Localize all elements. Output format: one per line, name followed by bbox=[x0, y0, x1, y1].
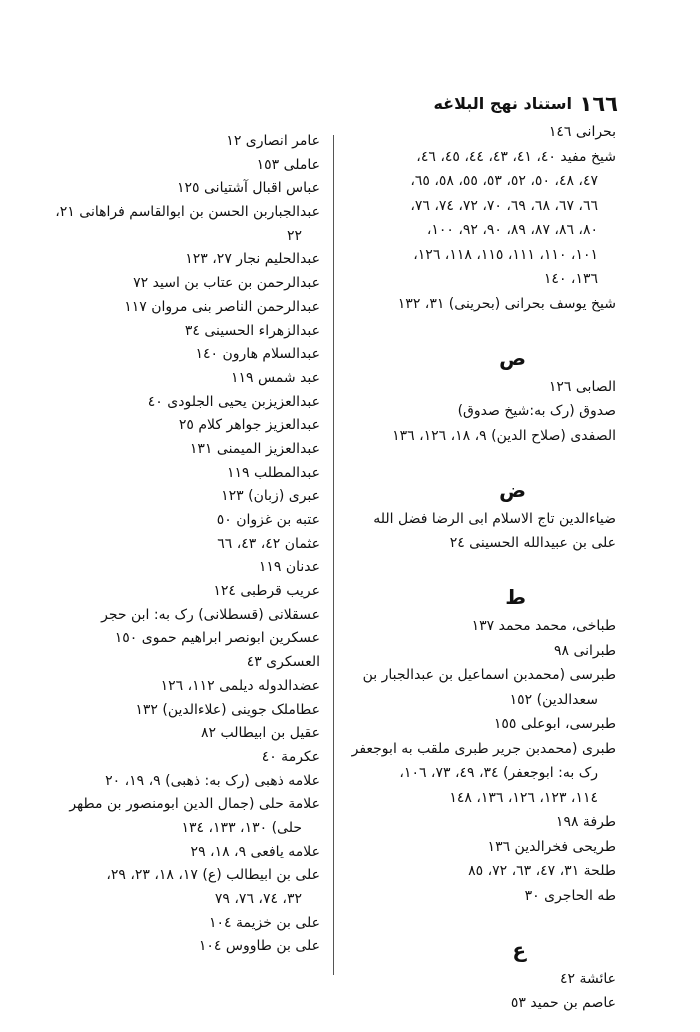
index-entry: طلحة ٣١، ٤٧، ٦٣، ٧٢، ٨٥ bbox=[468, 863, 616, 879]
right-column bbox=[351, 120, 616, 1016]
index-entry-continuation: ١١٤، ١٢٣، ١٢٦، ١٣٦، ١٤٨ bbox=[449, 789, 598, 806]
index-entry-continuation: علی بن عبیدالله الحسینی ٢٤ bbox=[449, 535, 616, 551]
index-entry-continuation: ١٣٦، ١٤٠ bbox=[543, 271, 598, 287]
index-entry: علامه یافعی ٩، ١٨، ٢٩ bbox=[190, 843, 320, 860]
index-entry: طبرانی ٩٨ bbox=[553, 642, 616, 659]
section-letter-ta: ط bbox=[505, 585, 526, 609]
index-entry: عبدالعزیز جواهر کلام ٢٥ bbox=[178, 417, 320, 434]
index-entry: عبدالمطلب ١١٩ bbox=[226, 464, 320, 481]
index-entry: صدوق (رک به:شیخ صدوق) bbox=[457, 403, 616, 419]
index-entry: عریب قرطبی ١٢٤ bbox=[213, 583, 320, 600]
index-entry: علی بن ابیطالب (ع) ١٧، ١٨، ٢٣، ٢٩، bbox=[106, 867, 320, 884]
index-entry: عسقلانی (قسطلانی) رک به: ابن حجر bbox=[101, 606, 320, 623]
index-entry: عتبه بن غزوان ٥٠ bbox=[216, 512, 320, 528]
index-entry: عباس اقبال آشتیانی ١٢٥ bbox=[177, 180, 320, 197]
index-entry-continuation: ٨٠، ٨٦، ٨٧، ٨٩، ٩٠، ٩٢، ١٠٠، bbox=[426, 222, 598, 238]
index-entry: عبدالرحمن بن عتاب بن اسید ٧٢ bbox=[133, 275, 320, 292]
page-number: ١٦٦ bbox=[579, 92, 618, 116]
index-entry: عاصم بن حمید ٥٣ bbox=[510, 995, 616, 1011]
index-entry: طبری (محمدبن جریر طبری ملقب به ابوجعفر bbox=[351, 740, 616, 757]
index-entry-continuation: ١٠١، ١١٠، ١١١، ١١٥، ١١٨، ١٢٦، bbox=[413, 246, 598, 263]
index-entry: عطاملک جوینی (علاءالدین) ١٣٢ bbox=[135, 701, 320, 718]
index-entry: عائشة ٤٢ bbox=[559, 970, 616, 987]
left-column bbox=[20, 130, 320, 959]
index-entry: بحرانی ١٤٦ bbox=[548, 124, 616, 140]
index-entry: عضدالدوله دیلمی ١١٢، ١٢٦ bbox=[160, 677, 320, 694]
index-entry: عقیل بن ابیطالب ٨٢ bbox=[201, 725, 320, 742]
section-letter-zad: ض bbox=[499, 477, 526, 502]
index-entry: عبدالزهراء الحسینی ٣٤ bbox=[184, 322, 320, 339]
index-entry: علامه ذهبی (رک به: ذهبی) ٩، ١٩، ٢٠ bbox=[105, 772, 320, 789]
index-entry: علامة حلی (جمال الدین ابومنصور بن مطهر bbox=[69, 796, 320, 813]
index-entry-continuation: حلی) ١٣٠، ١٣٣، ١٣٤ bbox=[181, 819, 302, 836]
running-title: استناد نهج البلاغه bbox=[433, 94, 572, 113]
index-entry-continuation: ٢٢ bbox=[286, 227, 302, 244]
index-entry: طبرسی (محمدبن اسماعیل بن عبدالجبار بن bbox=[362, 667, 616, 683]
index-entry: عدنان ١١٩ bbox=[258, 559, 320, 576]
index-entry: عسکرین ابونصر ابراهیم حموی ١٥٠ bbox=[114, 630, 320, 647]
index-entry: عبری (زبان) ١٢٣ bbox=[221, 488, 320, 505]
index-entry: الصابی ١٢٦ bbox=[548, 378, 616, 395]
index-entry: علی بن طاووس ١٠٤ bbox=[198, 938, 320, 955]
index-entry: عامر انصاری ١٢ bbox=[226, 133, 320, 149]
index-entry-continuation: ٦٦، ٦٧، ٦٨، ٦٩، ٧٠، ٧٢، ٧٤، ٧٦، bbox=[410, 197, 598, 214]
section-letter-sad: ص bbox=[499, 345, 526, 370]
index-entry: شیخ یوسف بحرانی (بحرینی) ٣١، ١٣٢ bbox=[397, 295, 616, 312]
index-entry: عکرمة ٤٠ bbox=[261, 748, 320, 765]
column-divider bbox=[333, 135, 334, 975]
index-entry: ضیاءالدین تاج الاسلام ابی الرضا فضل الله bbox=[373, 510, 616, 527]
index-entry: علی بن خزیمة ١٠٤ bbox=[209, 914, 320, 931]
index-entry: طرفة ١٩٨ bbox=[555, 814, 616, 830]
index-entry: طبرسی، ابوعلی ١٥٥ bbox=[493, 716, 616, 732]
index-entry: طریحی فخرالدین ١٣٦ bbox=[487, 838, 616, 855]
section-letter-ain: ع bbox=[512, 937, 526, 962]
index-entry: عبد شمس ١١٩ bbox=[230, 369, 320, 386]
page-header bbox=[0, 92, 700, 118]
index-entry: طه الحاجری ٣٠ bbox=[524, 887, 616, 904]
index-entry: عثمان ٤٢، ٤٣، ٦٦ bbox=[217, 535, 320, 552]
index-entry: العسکری ٤٣ bbox=[246, 654, 320, 671]
index-entry: عبدالعزیز المیمنی ١٣١ bbox=[189, 440, 320, 457]
index-entry-continuation: سعدالدین) ١٥٢ bbox=[509, 691, 598, 708]
index-entry: شیخ مفید ٤٠، ٤١، ٤٣، ٤٤، ٤٥، ٤٦، bbox=[416, 148, 616, 165]
index-entry: الصفدی (صلاح الدین) ٩، ١٨، ١٢٦، ١٣٦ bbox=[392, 427, 616, 444]
index-entry-continuation: رک به: ابوجعفر) ٣٤، ٤٩، ٧٣، ١٠٦، bbox=[399, 765, 598, 781]
index-entry: عبدالجباربن الحسن بن ابوالقاسم فراهانی ٢١، bbox=[55, 204, 320, 221]
index-entry: عبدالحلیم نجار ٢٧، ١٢٣ bbox=[185, 251, 320, 268]
index-entry-continuation: ٣٢، ٧٤، ٧٦، ٧٩ bbox=[214, 891, 302, 907]
index-entry: عبدالرحمن الناصر بنی مروان ١١٧ bbox=[124, 298, 320, 315]
index-entry: طباخی، محمد محمد ١٣٧ bbox=[471, 618, 616, 634]
index-entry: عاملی ١٥٣ bbox=[256, 156, 320, 173]
index-entry: عبدالسلام هارون ١٤٠ bbox=[195, 346, 320, 363]
index-entry: عبدالعزیزبن یحیی الجلودی ٤٠ bbox=[147, 393, 320, 410]
index-entry-continuation: ٤٧، ٤٨، ٥٠، ٥٢، ٥٣، ٥٥، ٥٨، ٦٥، bbox=[410, 173, 598, 189]
